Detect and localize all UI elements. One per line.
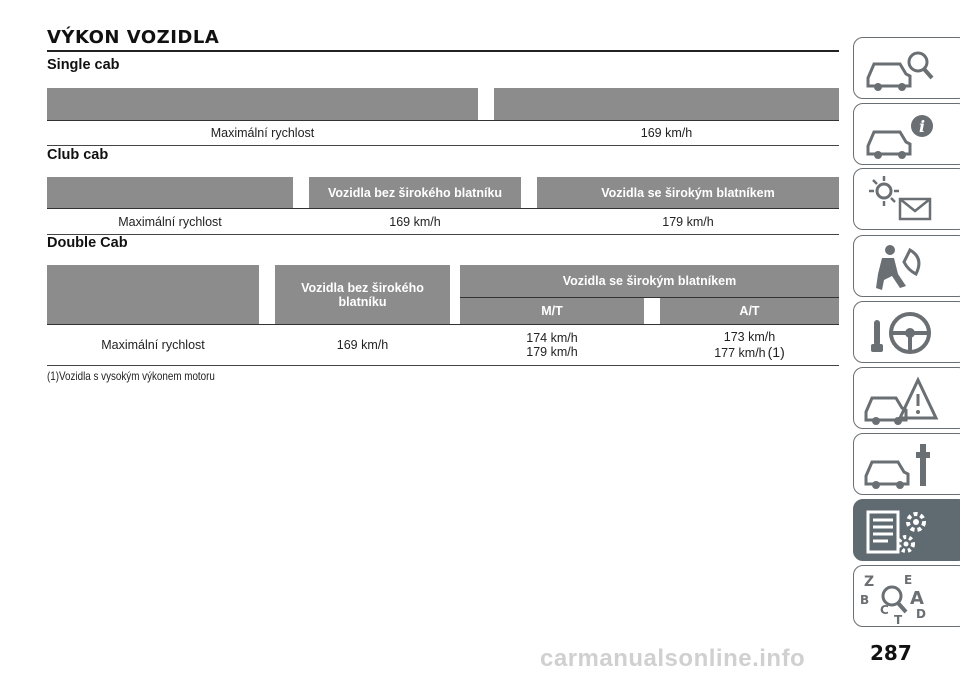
value-text: 177 km/h bbox=[714, 345, 766, 360]
tab-car-info[interactable] bbox=[853, 103, 960, 165]
table-row bbox=[47, 324, 839, 366]
header-cell-empty bbox=[47, 177, 293, 208]
value-line bbox=[714, 345, 785, 361]
header-cell-at: A/T bbox=[660, 298, 839, 324]
header-cell-no-wide-fender: Vozidla bez širokého blatníku bbox=[275, 265, 450, 324]
page-title: VÝKON VOZIDLA bbox=[47, 27, 839, 52]
tab-car-maintenance[interactable] bbox=[853, 433, 960, 495]
header-cell-wide-fender: Vozidla se širokým blatníkem bbox=[460, 265, 839, 298]
tab-dashboard-lights[interactable] bbox=[853, 168, 960, 230]
value-line: 173 km/h bbox=[723, 329, 776, 344]
svg-text:i: i bbox=[918, 117, 926, 136]
table-row bbox=[47, 208, 839, 235]
table-row bbox=[47, 120, 839, 146]
footnote: (1)Vozidla s vysokým výkonem motoru bbox=[47, 369, 215, 383]
header-group-wide-fender bbox=[460, 265, 839, 324]
page-number: 287 bbox=[870, 641, 912, 665]
car-warning-icon bbox=[860, 372, 940, 426]
car-search-icon bbox=[860, 42, 940, 96]
table-single-cab bbox=[47, 88, 839, 146]
table-double-cab bbox=[47, 265, 839, 366]
svg-text:C: C bbox=[880, 603, 889, 617]
value-line: 174 km/h bbox=[526, 331, 578, 345]
header-cell-empty bbox=[47, 88, 478, 120]
section-title-club-cab: Club cab bbox=[47, 147, 109, 163]
header-cell-wide-fender: Vozidla se širokým blatníkem bbox=[537, 177, 839, 208]
value-cell-at bbox=[660, 325, 839, 365]
header-cell-empty bbox=[494, 88, 839, 120]
svg-text:A: A bbox=[910, 588, 924, 609]
value-cell: 179 km/h bbox=[662, 214, 714, 229]
svg-text:T: T bbox=[894, 613, 903, 624]
car-maintenance-icon bbox=[860, 438, 940, 492]
svg-text:B: B bbox=[860, 593, 870, 607]
tab-alphabetical-index[interactable] bbox=[853, 565, 960, 627]
watermark: carmanualsonline.info bbox=[540, 645, 806, 672]
car-info-icon bbox=[860, 108, 940, 162]
table-header-row bbox=[47, 88, 839, 120]
svg-text:D: D bbox=[916, 607, 926, 621]
tab-airbag-safety[interactable] bbox=[853, 235, 960, 297]
row-label: Maximální rychlost bbox=[101, 338, 205, 352]
section-title-single-cab: Single cab bbox=[47, 57, 120, 73]
table-club-cab bbox=[47, 177, 839, 235]
value-cell: 169 km/h bbox=[336, 338, 389, 352]
svg-text:Z: Z bbox=[864, 574, 875, 590]
tab-specifications[interactable] bbox=[853, 499, 960, 561]
header-cell-no-wide-fender: Vozidla bez širokého blatníku bbox=[309, 177, 521, 208]
value-cell: 169 km/h bbox=[640, 126, 693, 140]
tab-car-warning[interactable] bbox=[853, 367, 960, 429]
value-line: 179 km/h bbox=[526, 345, 578, 359]
section-title-double-cab: Double Cab bbox=[47, 235, 128, 251]
tab-steering-wheel[interactable] bbox=[853, 301, 960, 363]
header-cell-mt: M/T bbox=[460, 298, 644, 324]
row-label: Maximální rychlost bbox=[118, 214, 222, 229]
table-header-row bbox=[47, 265, 839, 324]
svg-text:E: E bbox=[904, 573, 913, 587]
airbag-safety-icon bbox=[860, 240, 940, 294]
header-cell-empty bbox=[47, 265, 259, 324]
specifications-gear-icon bbox=[860, 504, 940, 558]
value-cell: 169 km/h bbox=[389, 214, 441, 229]
value-cell-mt bbox=[460, 325, 644, 365]
row-label: Maximální rychlost bbox=[210, 126, 315, 140]
alphabetical-index-icon bbox=[860, 570, 940, 624]
steering-wheel-icon bbox=[860, 306, 940, 360]
footnote-reference[interactable]: (1) bbox=[767, 343, 785, 360]
dashboard-lights-icon bbox=[860, 173, 940, 227]
table-header-row bbox=[47, 177, 839, 208]
tab-car-search[interactable] bbox=[853, 37, 960, 99]
